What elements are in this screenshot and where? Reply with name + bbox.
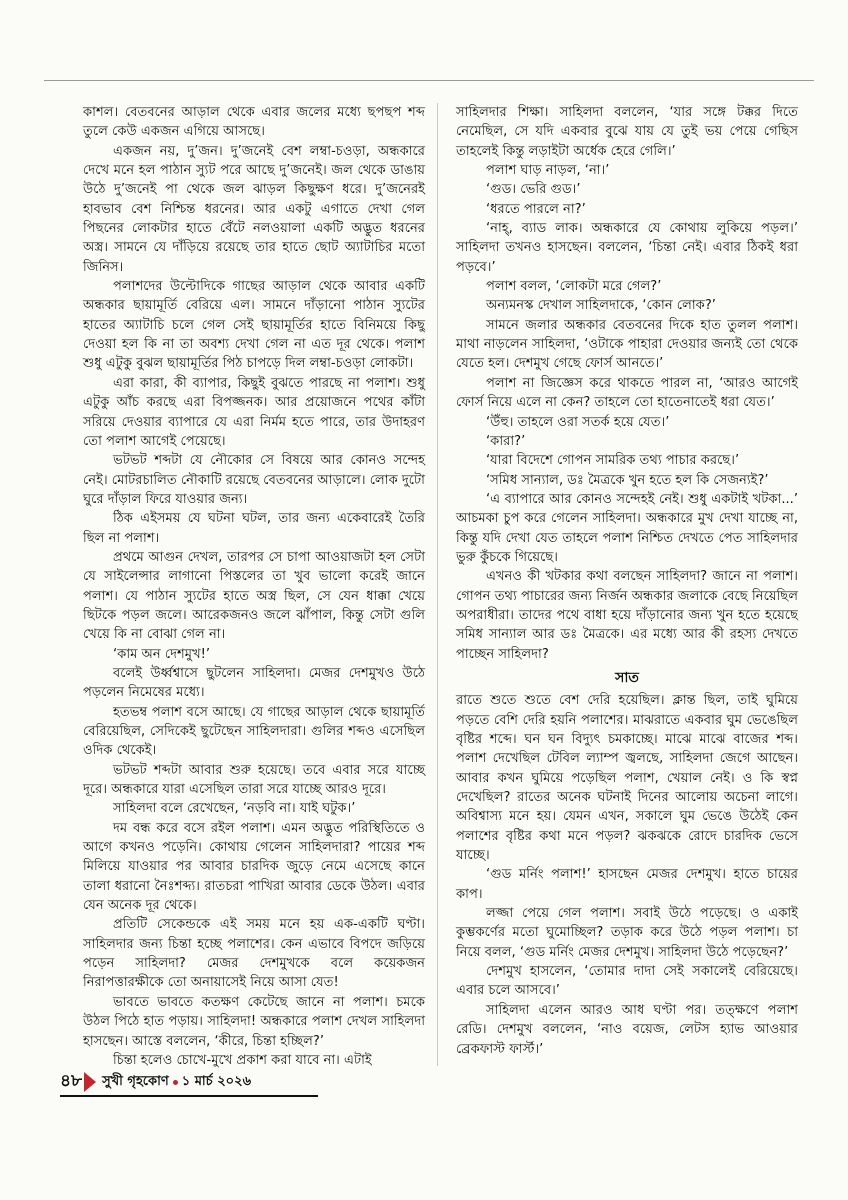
paragraph: ভটভট শব্দটা যে নৌকোর সে বিষয়ে আর কোনও সন্দেহ নেই। মোটরচালিত নৌকাটি রয়েছে বেতবনের আড়ালে। লোক দুটো ঘুরে দাঁড়াল ফিরে যাওয়ার জন্য। <box>83 453 425 507</box>
paragraph: ঠিক এইসময় যে ঘটনা ঘটল, তার জন্য একেবারেই তৈরি ছিল না পলাশ। <box>83 511 425 546</box>
page-footer <box>60 1071 251 1093</box>
paragraph: পলাশদের উল্টোদিকে গাছের আড়াল থেকে আবার একটি অন্ধকার ছায়ামূর্তি বেরিয়ে এল। সামনে দাঁড়ানো পাঠান স্যুটের হাতের অ্যাটাচি চলে গেল সেই ছায়ামূর্তির হাতে বিনিময়ে কিছু দেওয়া হল কি না তা অবশ্য দেখা গেল না এত দূর থেকে। পলাশ শুধু এটুকু বুঝল ছায়ামূর্তির পিঠ চাপড়ে দিল লম্বা-চওড়া লোকটা। <box>83 279 425 372</box>
bullet-dot-icon <box>173 1080 178 1085</box>
paragraph: ‘উঁহু। তাহলে ওরা সতর্ক হয়ে যেত।’ <box>486 414 670 430</box>
paragraph: রাতে শুতে শুতে বেশ দেরি হয়েছিল। ক্লান্ত ছিল, তাই ঘুমিয়ে পড়তে বেশি দেরি হয়নি পলাশের। মাঝরাতে একবার ঘুম ভেঙেছিল বৃষ্টির শব্দে। ঘন ঘন বিদ্যুৎ চমকাচ্ছে। মাঝে মাঝে বাজের শব্দ। পলাশ দেখেছিল টেবিল ল্যাম্প জ্বলছে, সাহিলদা জেগে আছেন। আবার কখন ঘুমিয়ে পড়েছিল পলাশ, খেয়াল নেই। ও কি স্বপ্ন দেখেছিল? রাতের অনেক ঘটনাই দিনের আলোয় অচেনা লাগে। অবিশ্বাস্য মনে হয়। যেমন এখন, সকালে ঘুম ভেঙে উঠেই কেন পলাশের বৃষ্টির কথা মনে পড়ল? ঝকঝকে রোদে চারদিক ভেসে যাচ্ছে। <box>456 693 798 864</box>
paragraph: অন্যমনস্ক দেখাল সাহিলদাকে, ‘কোন লোক?’ <box>486 298 716 314</box>
paragraph: ভাবতে ভাবতে কতক্ষণ কেটেছে জানে না পলাশ। চমকে উঠল পিঠে হাত পড়ায়। সাহিলদা! অন্ধকারে পলাশ দেখল সাহিলদা হাসছেন। আস্তে বললেন, ‘কীরে, চিন্তা হচ্ছিল?’ <box>83 994 425 1049</box>
paragraph: ‘কাম অন দেশমুখ!’ <box>113 646 211 662</box>
chevron-right-icon <box>84 1072 96 1092</box>
paragraph: এখনও কী খটকার কথা বলছেন সাহিলদা? জানে না পলাশ। গোপন তথ্য পাচারের জন্য নির্জন অন্ধকার জলাকে বেছে নিয়েছিল অপরাধীরা। তাদের পথে বাধা হয়ে দাঁড়ানোর জন্য খুন হতে হয়েছে সমিধ সান্যাল আর ডঃ মৈত্রকে। এর মধ্যে আর কী রহস্য দেখতে পাচ্ছেন সাহিলদা? <box>456 569 798 662</box>
header-rule <box>44 80 814 81</box>
paragraph: ভটভট শব্দটা আবার শুরু হয়েছে। তবে এবার সরে যাচ্ছে দূরে। অন্ধকারে যারা এসেছিল তারা সরে যাচ্ছে আরও দূরে। <box>83 762 425 798</box>
paragraph: ‘কারা?’ <box>486 433 526 449</box>
paragraph: এরা কারা, কী ব্যাপার, কিছুই বুঝতে পারছে না পলাশ। শুধু এটুকু আঁচ করছে এরা বিপজ্জনক। আর প্রয়োজনে পথের কাঁটা সরিয়ে দেওয়ার ব্যাপারে যে এরা নির্মম হতে পারে, তার উদাহরণ তো পলাশ আগেই পেয়েছে। <box>83 375 425 449</box>
paragraph: পলাশ বলল, ‘লোকটা মরে গেল?’ <box>486 279 662 295</box>
column-divider <box>437 103 438 1066</box>
paragraph: প্রতিটি সেকেন্ডকে এই সময় মনে হয় এক-একটি ঘণ্টা। সাহিলদার জন্য চিন্তা হচ্ছে পলাশের। কেন এভাবে বিপদে জড়িয়ে পড়েন সাহিলদা? মেজর দেশমুখকে বলে কয়েকজন নিরাপত্তারক্ষীকে তো অনায়াসেই নিয়ে আসা যেত! <box>83 917 425 991</box>
paragraph: প্রথমে আগুন দেখল, তারপর সে চাপা আওয়াজটা হল সেটা যে সাইলেন্সার লাগানো পিস্তলের তা খুব ভালো করেই জানে পলাশ। যে পাঠান স্যুটের হাতে অস্ত্র ছিল, সে যেন ধাক্কা খেয়ে ছিটকে পড়ল জলে। আরেকজনও জলে ঝাঁপাল, কিন্তু সেটা গুলি খেয়ে কি না বোঝা গেল না। <box>83 549 425 643</box>
paragraph: পলাশ ঘাড় নাড়ল, ‘না।’ <box>486 163 610 179</box>
page-number: ৪৮ <box>60 1071 83 1091</box>
paragraph: বলেই উর্ধ্বশ্বাসে ছুটলেন সাহিলদা। মেজর দেশমুখও উঠে পড়লেন নিমেষের মধ্যে। <box>83 665 425 701</box>
paragraph: ‘নাহ্, ব্যাড লাক। অন্ধকারে যে কোথায় লুকিয়ে পড়ল।’ সাহিলদা তখনও হাসছেন। বললেন, ‘চিন্তা নেই। এবার ঠিকই ধরা পড়বে।’ <box>456 221 798 275</box>
paragraph: ‘যারা বিদেশে গোপন সামরিক তথ্য পাচার করছে।’ <box>486 453 740 469</box>
paragraph: ‘গুড। ভেরি গুড।’ <box>486 182 581 198</box>
paragraph: চিন্তা হলেও চোখে-মুখে প্রকাশ করা যাবে না। এটাই <box>113 1052 372 1068</box>
paragraph: হতভম্ব পলাশ বসে আছে। যে গাছের আড়াল থেকে ছায়ামূর্তি বেরিয়েছিল, সেদিকেই ছুটেছেন সাহিলদারা। গুলির শব্দও এসেছিল ওদিক থেকেই। <box>83 704 425 759</box>
left-column <box>83 103 425 1070</box>
paragraph: সাহিলদা এলেন আরও আধ ঘণ্টা পর। তত্ক্ষণে পলাশ রেডি। দেশমুখ বললেন, ‘নাও বয়েজ, লেটস হ্যাভ আওয়ার ব্রেকফাস্ট ফার্স্ট।’ <box>456 1002 798 1057</box>
paragraph: কাশল। বেতবনের আড়াল থেকে এবার জলের মধ্যে ছপছপ শব্দ তুলে কেউ একজন এগিয়ে আসছে। <box>83 105 425 140</box>
paragraph: লজ্জা পেয়ে গেল পলাশ। সবাই উঠে পড়েছে। ও একাই কুম্ভকর্ণের মতো ঘুমোচ্ছিল? তড়াক করে উঠে পড়ল পলাশ। চা নিয়ে বলল, ‘গুড মর্নিং মেজর দেশমুখ। সাহিলদা উঠে পড়েছেন?’ <box>456 906 798 960</box>
section-heading: সাত <box>615 669 639 686</box>
paragraph: দম বন্ধ করে বসে রইল পলাশ। এমন অদ্ভুত পরিস্থিতিতে ও আগে কখনও পড়েনি। কোথায় গেলেন সাহিলদারা? পায়ের শব্দ মিলিয়ে যাওয়ার পর আবার চারদিক জুড়ে নেমে এসেছে কানে তালা ধরানো নৈঃশব্দ্য। রাতচরা পাখিরা আবার ডেকে উঠল। এবার যেন অনেক দূর থেকে। <box>83 820 425 914</box>
paragraph: সাহিলদার শিক্ষা। সাহিলদা বললেন, ‘যার সঙ্গে টক্কর দিতে নেমেছিল, সে যদি একবার বুঝে যায় যে তুই ভয় পেয়ে গেছিস তাহলেই কিন্তু লড়াইটা অর্ধেক হেরে গেলি।’ <box>456 105 798 159</box>
right-column <box>456 103 798 1059</box>
paragraph: ‘গুড মর্নিং পলাশ!’ হাসছেন মেজর দেশমুখ। হাতে চায়ের কাপ। <box>456 867 798 902</box>
paragraph: একজন নয়, দু’জন। দু’জনেই বেশ লম্বা-চওড়া, অন্ধকারে দেখে মনে হল পাঠান স্যুট পরে আছে দু’জনেই। জল থেকে ডাঙায় উঠে দু’জনেই পা থেকে জল ঝাড়ল কিছুক্ষণ ধরে। দু’জনেরই হাবভাব বেশ নিশ্চিন্ত ধরনের। আর একটু এগাতে দেখা গেল পিছনের লোকটার হাতে বেঁটে নলওয়ালা একটি অদ্ভুত ধরনের অস্ত্র। সামনে যে দাঁড়িয়ে রয়েছে তার হাতে ছোট অ্যাটাচির মতো জিনিস। <box>83 143 425 275</box>
paragraph: ‘এ ব্যাপারে আর কোনও সন্দেহই নেই। শুধু একটাই খটকা...’ আচমকা চুপ করে গেলেন সাহিলদা। অন্ধকারে মুখ দেখা যাচ্ছে না, কিন্তু যদি দেখা যেত তাহলে পলাশ নিশ্চিত দেখতে পেত সাহিলদার ভুরু কুঁচকে গিয়েছে। <box>456 491 798 565</box>
paragraph: দেশমুখ হাসলেন, ‘তোমার দাদা সেই সকালেই বেরিয়েছে। এবার চলে আসবে।’ <box>456 964 798 999</box>
magazine-name: সুখী গৃহকোণ <box>102 1073 169 1089</box>
paragraph: সাহিলদা বলে রেখেছেন, ‘নড়বি না। যাই ঘটুক।’ <box>113 801 356 817</box>
issue-date: ১ মার্চ ২০২৬ <box>181 1073 252 1089</box>
paragraph: ‘সমিধ সান্যাল, ডঃ মৈত্রকে খুন হতে হল কি সেজন্যই?’ <box>486 472 769 488</box>
paragraph: পলাশ না জিজ্ঞেস করে থাকতে পারল না, ‘আরও আগেই ফোর্স নিয়ে এলে না কেন? তাহলে তো হাতেনাতেই ধরা যেত।’ <box>456 375 798 411</box>
paragraph: ‘ধরতে পারলে না?’ <box>486 201 586 217</box>
paragraph: সামনে জলার অন্ধকার বেতবনের দিকে হাত তুলল পলাশ। মাথা নাড়লেন সাহিলদা, ‘ওটাকে পাহারা দেওয়ার জন্যই তো থেকে যেতে হল। দেশমুখ গেছে ফোর্স আনতে।’ <box>456 317 798 372</box>
footer-rule <box>60 1095 318 1097</box>
